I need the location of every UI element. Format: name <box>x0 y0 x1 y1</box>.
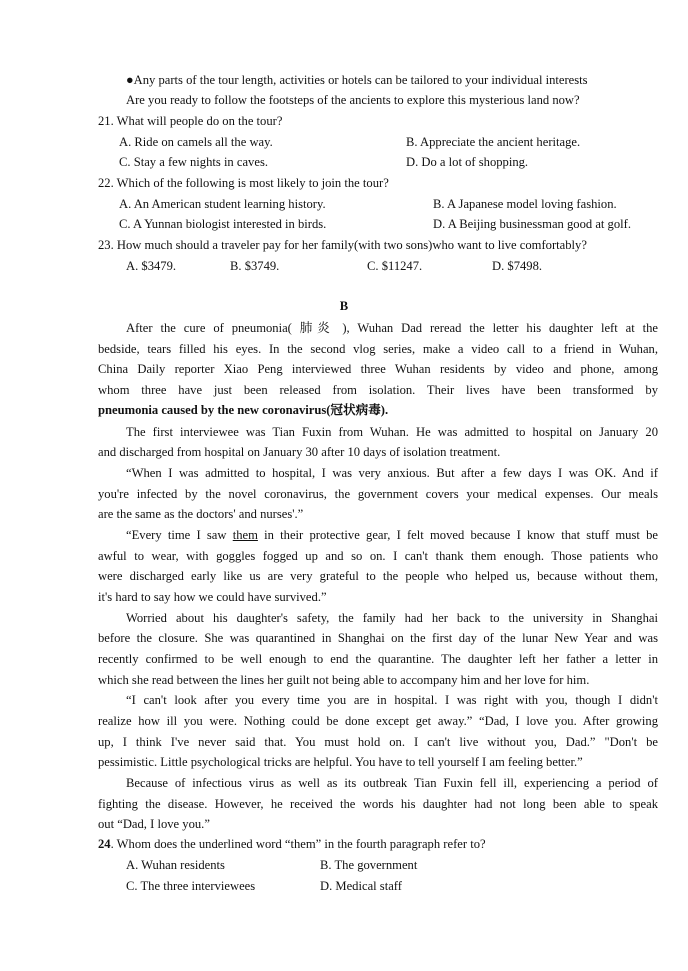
option-a: A. An American student learning history. <box>119 197 326 211</box>
passage-line: up, I think I've never said that. You must hold on. I can't live without you, Dad.” "Don't be <box>98 735 658 749</box>
option-a: A. Ride on camels all the way. <box>119 135 273 149</box>
option-c: C. A Yunnan biologist interested in birds. <box>119 217 327 231</box>
passage-line: China Daily reporter Xiao Peng interviewed three Wuhan residents by video and phone, among <box>98 362 658 376</box>
passage-line: “I can't look after you every time you are in hospital. I was right with you, though I didn't <box>126 693 658 707</box>
passage-line: Because of infectious virus as well as its outbreak Tian Fuxin fell ill, experiencing a period of <box>126 776 658 790</box>
passage-line: “When I was admitted to hospital, I was very anxious. But after a few days I was OK. And if <box>126 466 658 480</box>
option-a: A. Wuhan residents <box>126 858 225 872</box>
passage-line: bedside, tears filled his eyes. In the second vlog series, make a video call to a friend in Wuhan, <box>98 342 658 356</box>
passage-line <box>126 525 658 546</box>
section-heading-b: B <box>339 299 349 313</box>
option-c: C. $11247. <box>367 259 423 273</box>
passage-line: pneumonia caused by the new coronavirus(冠状病毒). <box>98 403 389 417</box>
passage-line: are the same as the doctors' and nurses'.” <box>98 507 304 521</box>
passage-line: awful to wear, with goggles fogged up and so on. I can't thank them enough. Those patients who <box>98 549 658 563</box>
option-c: C. The three interviewees <box>126 879 256 893</box>
passage-line: recently confirmed to be well enough to end the quarantine. The daughter left her father a letter in <box>98 652 658 666</box>
passage-line: were discharged early like us are very grateful to the people who helped us, because without them, <box>98 569 658 583</box>
passage-text: in their protective gear, I felt moved because I know that stuff must be <box>257 528 658 542</box>
option-c: C. Stay a few nights in caves. <box>119 155 268 169</box>
passage-line: After the cure of pneumonia( 肺炎 ), Wuhan Dad reread the letter his daughter left at the <box>126 321 658 335</box>
question-number: 24 <box>98 837 111 851</box>
passage-line: The first interviewee was Tian Fuxin from Wuhan. He was admitted to hospital on January 20 <box>126 425 658 439</box>
passage-line: Worried about his daughter's safety, the family had her back to the university in Shanghai <box>126 611 658 625</box>
tour-closing-text: Are you ready to follow the footsteps of the ancients to explore this mysterious land now? <box>126 93 580 107</box>
option-d: D. A Beijing businessman good at golf. <box>433 217 631 231</box>
option-b: B. Appreciate the ancient heritage. <box>406 135 581 149</box>
passage-line: and discharged from hospital on January 30 after 10 days of isolation treatment. <box>98 445 501 459</box>
question-stem: 22. Which of the following is most likely to join the tour? <box>98 176 389 190</box>
passage-line: fighting the disease. However, he received the words his daughter had not long been able to speak <box>98 797 658 811</box>
passage-text: “Every time I saw <box>126 528 233 542</box>
passage-line: you're infected by the novel coronavirus, the government covers your medical expenses. Our meals <box>98 487 658 501</box>
option-b: B. A Japanese model loving fashion. <box>433 197 617 211</box>
question-text: . Whom does the underlined word “them” in the fourth paragraph refer to? <box>110 837 486 851</box>
question-stem <box>98 836 486 852</box>
underlined-word-them: them <box>232 528 258 542</box>
option-a: A. $3479. <box>126 259 177 273</box>
option-d: D. $7498. <box>492 259 543 273</box>
passage-line: out “Dad, I love you.” <box>98 817 210 831</box>
passage-line: which she read between the lines her guilt not being able to accompany him and her love for him. <box>98 673 590 687</box>
question-stem: 23. How much should a traveler pay for her family(with two sons)who want to live comfortably? <box>98 238 587 252</box>
passage-line: whom three have just been released from isolation. Their lives have been transformed by <box>98 383 658 397</box>
passage-line: realize how ill you were. Nothing could be done except get away.” “Dad, I love you. After growing <box>98 714 658 728</box>
option-b: B. The government <box>320 858 418 872</box>
option-d: D. Do a lot of shopping. <box>406 155 529 169</box>
option-d: D. Medical staff <box>320 879 402 893</box>
tour-bullet-text: ●Any parts of the tour length, activities or hotels can be tailored to your individual interests <box>126 73 588 87</box>
passage-line: it's hard to say how we could have survived.” <box>98 590 327 604</box>
option-b: B. $3749. <box>230 259 280 273</box>
question-stem: 21. What will people do on the tour? <box>98 114 283 128</box>
passage-line: before the closure. She was quarantined in Shanghai on the first day of the lunar New Year and was <box>98 631 658 645</box>
passage-line: pessimistic. Little psychological tricks are helpful. You have to tell yourself I am feeling better.” <box>98 755 583 769</box>
